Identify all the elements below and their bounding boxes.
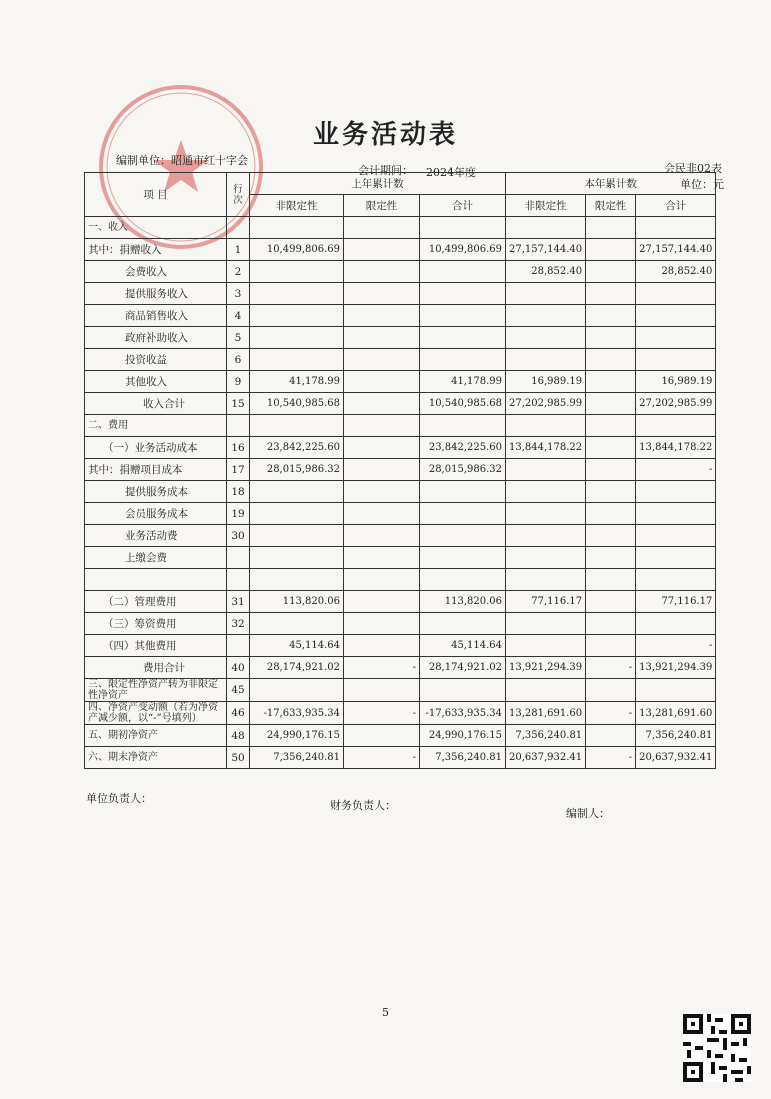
cell-ty-t: 20,637,932.41: [636, 747, 716, 769]
page-number: 5: [382, 1006, 389, 1019]
period-label: 会计期间：: [358, 164, 413, 177]
cell-ly-t: 28,015,986.32: [420, 459, 506, 481]
cell-ly-r: [344, 569, 420, 591]
cell-ty-t: [636, 217, 716, 239]
cell-ly-r: [344, 525, 420, 547]
cell-ty-u: 13,844,178.22: [506, 437, 586, 459]
cell-ly-t: [420, 481, 506, 503]
row-number: 45: [227, 679, 250, 702]
cell-ty-r: [586, 371, 636, 393]
cell-ly-u: [250, 217, 344, 239]
report-title: 业务活动表: [312, 120, 458, 150]
row-number: [227, 415, 250, 437]
cell-ty-r: [586, 569, 636, 591]
footer-preparer: 编制人：: [566, 807, 610, 820]
cell-ty-t: [636, 569, 716, 591]
cell-ty-t: 13,844,178.22: [636, 437, 716, 459]
row-label: 会员服务成本: [85, 503, 227, 525]
table-row: [85, 525, 716, 547]
cell-ly-t: [420, 327, 506, 349]
table-row: [85, 635, 716, 657]
table-row: [85, 305, 716, 327]
cell-ly-r: [344, 503, 420, 525]
row-number: [227, 547, 250, 569]
table-row: [85, 327, 716, 349]
cell-ty-u: [506, 349, 586, 371]
cell-ly-r: [344, 459, 420, 481]
cell-ly-u: [250, 305, 344, 327]
cell-ty-u: [506, 327, 586, 349]
cell-ty-t: 77,116.17: [636, 591, 716, 613]
cell-ly-t: [420, 349, 506, 371]
cell-ty-u: [506, 547, 586, 569]
cell-ly-r: [344, 591, 420, 613]
cell-ty-t: [636, 305, 716, 327]
cell-ly-r: [344, 239, 420, 261]
row-number: 17: [227, 459, 250, 481]
header-row-no: 行次: [227, 173, 250, 217]
header-last-year: 上年累计数: [250, 173, 506, 195]
row-number: 2: [227, 261, 250, 283]
cell-ly-t: [420, 261, 506, 283]
cell-ty-r: [586, 393, 636, 415]
row-label: 其中：捐赠项目成本: [85, 459, 227, 481]
row-number: 40: [227, 657, 250, 679]
cell-ly-u: [250, 613, 344, 635]
cell-ty-r: [586, 525, 636, 547]
cell-ly-t: [420, 547, 506, 569]
header-item: 项 目: [85, 173, 227, 217]
row-label: 投资收益: [85, 349, 227, 371]
row-number: 3: [227, 283, 250, 305]
row-label: 其他收入: [85, 371, 227, 393]
cell-ty-r: [586, 305, 636, 327]
cell-ty-r: [586, 679, 636, 702]
cell-ly-u: [250, 261, 344, 283]
cell-ty-u: [506, 481, 586, 503]
cell-ty-r: [586, 591, 636, 613]
cell-ly-u: [250, 525, 344, 547]
cell-ty-t: [636, 547, 716, 569]
row-label: 上缴会费: [85, 547, 227, 569]
cell-ty-u: 13,921,294.39: [506, 657, 586, 679]
cell-ty-t: -: [636, 459, 716, 481]
cell-ty-t: 27,157,144.40: [636, 239, 716, 261]
cell-ly-u: [250, 679, 344, 702]
table-row: [85, 547, 716, 569]
cell-ly-t: 28,174,921.02: [420, 657, 506, 679]
header-ly-unrestricted: 非限定性: [250, 195, 344, 217]
cell-ty-r: [586, 217, 636, 239]
cell-ly-t: [420, 305, 506, 327]
row-label: 商品销售收入: [85, 305, 227, 327]
cell-ty-u: [506, 415, 586, 437]
row-number: 46: [227, 702, 250, 725]
cell-ty-t: 27,202,985.99: [636, 393, 716, 415]
table-row: [85, 261, 716, 283]
preparing-unit: 编制单位：昭通市红十字会: [116, 154, 248, 167]
cell-ly-t: [420, 283, 506, 305]
cell-ly-u: 28,015,986.32: [250, 459, 344, 481]
cell-ty-t: [636, 679, 716, 702]
cell-ly-r: [344, 679, 420, 702]
cell-ty-u: [506, 613, 586, 635]
row-number: [227, 569, 250, 591]
cell-ty-t: [636, 349, 716, 371]
row-number: 30: [227, 525, 250, 547]
cell-ly-r: [344, 613, 420, 635]
row-number: 31: [227, 591, 250, 613]
cell-ty-t: [636, 503, 716, 525]
cell-ly-r: [344, 217, 420, 239]
table-row: [85, 613, 716, 635]
cell-ty-t: [636, 481, 716, 503]
row-label: 会费收入: [85, 261, 227, 283]
header-ty-unrestricted: 非限定性: [506, 195, 586, 217]
cell-ty-t: [636, 525, 716, 547]
cell-ly-u: 113,820.06: [250, 591, 344, 613]
cell-ly-u: [250, 415, 344, 437]
cell-ly-r: [344, 481, 420, 503]
activity-table: [84, 172, 716, 769]
cell-ty-r: [586, 239, 636, 261]
cell-ty-u: [506, 217, 586, 239]
cell-ty-t: [636, 415, 716, 437]
cell-ly-t: [420, 525, 506, 547]
cell-ly-u: [250, 283, 344, 305]
cell-ly-r: [344, 635, 420, 657]
cell-ly-r: [344, 547, 420, 569]
cell-ty-r: [586, 613, 636, 635]
cell-ty-u: 13,281,691.60: [506, 702, 586, 725]
cell-ly-r: [344, 283, 420, 305]
cell-ty-u: 28,852.40: [506, 261, 586, 283]
footer-finance: 财务负责人：: [330, 799, 396, 812]
cell-ty-t: -: [636, 635, 716, 657]
cell-ly-r: [344, 349, 420, 371]
cell-ty-u: [506, 459, 586, 481]
cell-ly-r: [344, 415, 420, 437]
row-number: 19: [227, 503, 250, 525]
money-unit: 单位：元: [680, 178, 724, 191]
table-row: [85, 349, 716, 371]
row-number: 18: [227, 481, 250, 503]
header-ly-total: 合计: [420, 195, 506, 217]
cell-ty-r: [586, 283, 636, 305]
row-label: 一、收入: [85, 217, 227, 239]
row-number: 50: [227, 747, 250, 769]
cell-ly-t: 113,820.06: [420, 591, 506, 613]
cell-ty-t: 7,356,240.81: [636, 725, 716, 747]
cell-ly-t: [420, 503, 506, 525]
table-row: [85, 371, 716, 393]
table-row: [85, 657, 716, 679]
cell-ty-t: 13,921,294.39: [636, 657, 716, 679]
row-number: 4: [227, 305, 250, 327]
cell-ly-u: [250, 547, 344, 569]
cell-ly-r: [344, 725, 420, 747]
cell-ly-t: [420, 569, 506, 591]
table-row: [85, 503, 716, 525]
header-ly-restricted: 限定性: [344, 195, 420, 217]
table-row: [85, 481, 716, 503]
cell-ty-r: [586, 481, 636, 503]
cell-ly-t: -17,633,935.34: [420, 702, 506, 725]
cell-ly-t: 24,990,176.15: [420, 725, 506, 747]
row-label: 六、期末净资产: [85, 747, 227, 769]
cell-ty-r: [586, 415, 636, 437]
table-row: [85, 415, 716, 437]
row-label: 五、期初净资产: [85, 725, 227, 747]
cell-ly-u: 23,842,225.60: [250, 437, 344, 459]
cell-ty-r: [586, 437, 636, 459]
cell-ty-t: [636, 283, 716, 305]
cell-ty-t: 16,989.19: [636, 371, 716, 393]
table-row: [85, 591, 716, 613]
cell-ty-u: 16,989.19: [506, 371, 586, 393]
form-code: 会民非02表: [664, 162, 722, 175]
row-label: （三）筹资费用: [85, 613, 227, 635]
row-number: 5: [227, 327, 250, 349]
cell-ty-t: 13,281,691.60: [636, 702, 716, 725]
cell-ly-t: [420, 217, 506, 239]
row-label: 提供服务成本: [85, 481, 227, 503]
row-label: （二）管理费用: [85, 591, 227, 613]
cell-ly-t: 10,499,806.69: [420, 239, 506, 261]
row-number: 16: [227, 437, 250, 459]
table-row: [85, 569, 716, 591]
cell-ly-u: [250, 349, 344, 371]
cell-ly-t: [420, 415, 506, 437]
cell-ly-r: -: [344, 702, 420, 725]
cell-ly-u: 10,499,806.69: [250, 239, 344, 261]
row-label: （四）其他费用: [85, 635, 227, 657]
row-label: [85, 569, 227, 591]
row-label: 四、净资产变动额（若为净资产减少额，以“-”号填列）: [85, 702, 227, 725]
row-label: 费用合计: [85, 657, 227, 679]
cell-ty-r: [586, 349, 636, 371]
cell-ty-r: [586, 459, 636, 481]
cell-ly-t: 7,356,240.81: [420, 747, 506, 769]
cell-ty-r: [586, 635, 636, 657]
row-number: 48: [227, 725, 250, 747]
cell-ty-u: 27,202,985.99: [506, 393, 586, 415]
cell-ty-u: [506, 283, 586, 305]
table-row: [85, 239, 716, 261]
cell-ly-t: [420, 613, 506, 635]
cell-ly-u: -17,633,935.34: [250, 702, 344, 725]
row-number: [227, 217, 250, 239]
table-row: [85, 702, 716, 725]
row-label: 业务活动费: [85, 525, 227, 547]
cell-ly-u: 45,114.64: [250, 635, 344, 657]
header-ty-total: 合计: [636, 195, 716, 217]
cell-ly-r: [344, 437, 420, 459]
row-number: 9: [227, 371, 250, 393]
cell-ty-u: 20,637,932.41: [506, 747, 586, 769]
cell-ly-r: [344, 261, 420, 283]
qr-code-icon: [683, 1014, 751, 1082]
cell-ly-r: [344, 371, 420, 393]
cell-ly-t: 10,540,985.68: [420, 393, 506, 415]
row-number: 15: [227, 393, 250, 415]
cell-ty-t: [636, 613, 716, 635]
header-ty-restricted: 限定性: [586, 195, 636, 217]
row-label: 二、费用: [85, 415, 227, 437]
cell-ly-r: -: [344, 747, 420, 769]
table-row: [85, 747, 716, 769]
cell-ty-u: [506, 635, 586, 657]
cell-ty-u: 7,356,240.81: [506, 725, 586, 747]
cell-ty-u: [506, 305, 586, 327]
period-value: 2024年度: [426, 166, 476, 179]
cell-ty-u: [506, 679, 586, 702]
cell-ty-r: -: [586, 747, 636, 769]
table-row: [85, 217, 716, 239]
cell-ty-u: [506, 503, 586, 525]
row-label: 其中：捐赠收入: [85, 239, 227, 261]
cell-ty-u: 77,116.17: [506, 591, 586, 613]
row-number: 1: [227, 239, 250, 261]
cell-ty-u: [506, 525, 586, 547]
cell-ty-u: 27,157,144.40: [506, 239, 586, 261]
cell-ly-u: 10,540,985.68: [250, 393, 344, 415]
cell-ly-u: 41,178.99: [250, 371, 344, 393]
cell-ty-r: -: [586, 702, 636, 725]
row-label: 政府补助收入: [85, 327, 227, 349]
cell-ly-u: 7,356,240.81: [250, 747, 344, 769]
row-label: （一）业务活动成本: [85, 437, 227, 459]
cell-ly-r: [344, 393, 420, 415]
row-label: 提供服务收入: [85, 283, 227, 305]
cell-ty-u: [506, 569, 586, 591]
row-label: 三、限定性净资产转为非限定性净资产: [85, 679, 227, 702]
row-number: 32: [227, 613, 250, 635]
cell-ly-r: -: [344, 657, 420, 679]
cell-ly-u: [250, 569, 344, 591]
cell-ty-t: [636, 327, 716, 349]
table-row: [85, 283, 716, 305]
cell-ly-r: [344, 327, 420, 349]
footer-head: 单位负责人：: [86, 792, 152, 805]
cell-ly-r: [344, 305, 420, 327]
row-number: 6: [227, 349, 250, 371]
cell-ly-t: [420, 679, 506, 702]
cell-ty-r: [586, 503, 636, 525]
header-this-year: 本年累计数: [506, 173, 716, 195]
cell-ly-t: 23,842,225.60: [420, 437, 506, 459]
cell-ly-u: 24,990,176.15: [250, 725, 344, 747]
table-row: [85, 437, 716, 459]
cell-ty-r: -: [586, 657, 636, 679]
cell-ty-r: [586, 261, 636, 283]
cell-ty-r: [586, 725, 636, 747]
cell-ty-t: 28,852.40: [636, 261, 716, 283]
cell-ly-t: 41,178.99: [420, 371, 506, 393]
cell-ty-r: [586, 547, 636, 569]
table-row: [85, 393, 716, 415]
table-row: [85, 679, 716, 702]
table-row: [85, 725, 716, 747]
row-number: [227, 635, 250, 657]
table-row: [85, 459, 716, 481]
cell-ly-u: [250, 481, 344, 503]
cell-ly-u: [250, 327, 344, 349]
cell-ly-u: [250, 503, 344, 525]
cell-ly-t: 45,114.64: [420, 635, 506, 657]
row-label: 收入合计: [85, 393, 227, 415]
cell-ly-u: 28,174,921.02: [250, 657, 344, 679]
cell-ty-r: [586, 327, 636, 349]
